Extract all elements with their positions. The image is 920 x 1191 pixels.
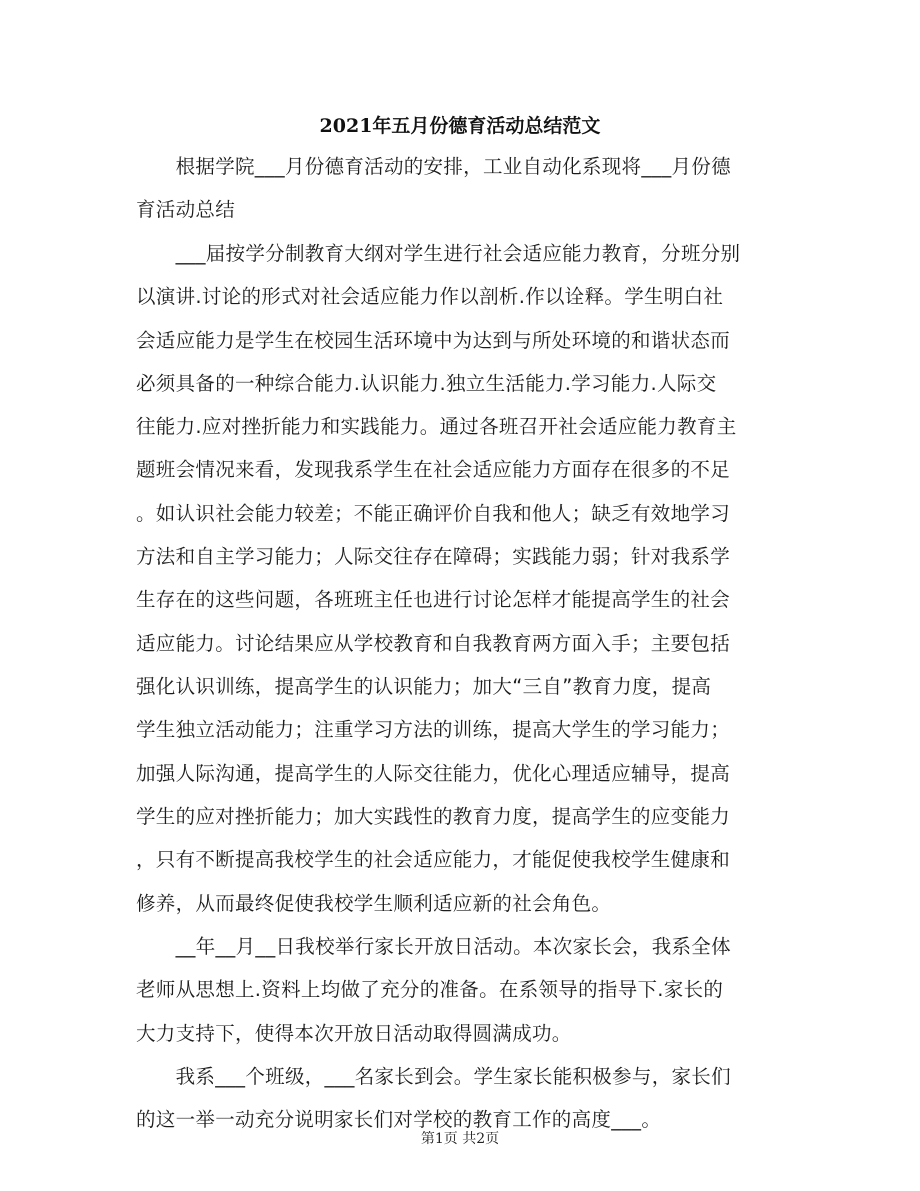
- body-line: 以演讲.讨论的形式对社会适应能力作以剖析.作以诠释。学生明白社: [136, 285, 724, 308]
- body-line: 必须具备的一种综合能力.认识能力.独立生活能力.学习能力.人际交: [136, 372, 717, 395]
- body-line: ，只有不断提高我校学生的社会适应能力，才能促使我校学生健康和: [136, 848, 731, 871]
- body-line: 会适应能力是学生在校园生活环境中为达到与所处环境的和谐状态而: [136, 329, 731, 352]
- body-line: 学生独立活动能力；注重学习方法的训练，提高大学生的学习能力；: [136, 718, 731, 741]
- body-line: 适应能力。讨论结果应从学校教育和自我教育两方面入手；主要包括: [136, 632, 731, 655]
- body-line: 老师从思想上.资料上均做了充分的准备。在系领导的指导下.家长的: [136, 978, 724, 1001]
- body-line: 生存在的这些问题，各班班主任也进行讨论怎样才能提高学生的社会: [136, 588, 731, 611]
- body-line: 往能力.应对挫折能力和实践能力。通过各班召开社会适应能力教育主: [136, 415, 737, 438]
- body-line: __年__月__日我校举行家长开放日活动。本次家长会，我系全体: [136, 935, 731, 958]
- page-number: 第1页 共2页: [420, 1131, 500, 1147]
- body-line: 根据学院___月份德育活动的安排，工业自动化系现将___月份德: [136, 155, 731, 178]
- body-line: ___届按学分制教育大纲对学生进行社会适应能力教育，分班分别: [136, 242, 741, 265]
- body-line: 强化认识训练，提高学生的认识能力；加大“三自”教育力度，提高: [136, 675, 712, 698]
- body-line: 。如认识社会能力较差；不能正确评价自我和他人；缺乏有效地学习: [136, 502, 731, 525]
- body-line: 学生的应对挫折能力；加大实践性的教育力度，提高学生的应变能力: [136, 805, 731, 828]
- document-title: 2021年五月份德育活动总结范文: [319, 115, 601, 137]
- body-line: 我系___个班级，___名家长到会。学生家长能积极参与，家长们: [136, 1065, 731, 1088]
- body-line: 育活动总结: [136, 198, 236, 221]
- body-line: 加强人际沟通，提高学生的人际交往能力，优化心理适应辅导，提高: [136, 762, 731, 785]
- body-line: 的这一举一动充分说明家长们对学校的教育工作的高度___。: [136, 1108, 662, 1131]
- body-line: 题班会情况来看，发现我系学生在社会适应能力方面存在很多的不足: [136, 458, 731, 481]
- body-line: 方法和自主学习能力；人际交往存在障碍；实践能力弱；针对我系学: [136, 545, 731, 568]
- body-line: 修养，从而最终促使我校学生顺利适应新的社会角色。: [136, 892, 612, 915]
- body-line: 大力支持下，使得本次开放日活动取得圆满成功。: [136, 1022, 572, 1045]
